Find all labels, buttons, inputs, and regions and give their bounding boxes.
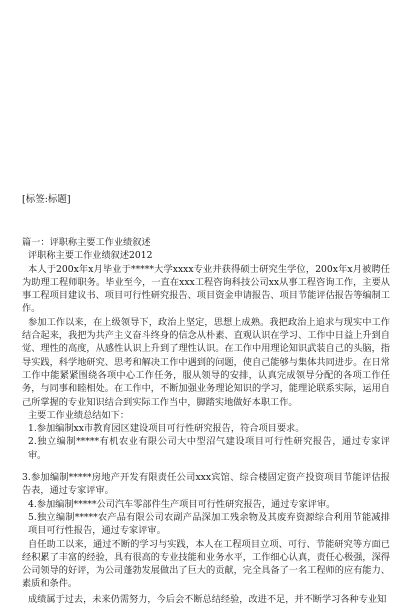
- section-heading: 篇一：评职称主要工作业绩叙述: [22, 237, 151, 248]
- achievement-item-2: 2.独立编制*****有机农业有限公司大中型沼气建设项目可行性研究报告，通过专家评审。: [28, 436, 390, 461]
- closing-paragraph: 成绩属于过去，未来仍需努力，今后会不断总结经验，改进不足，并不断学习各种专业知: [28, 593, 387, 605]
- self-assessment-paragraph: 自任助工以来，通过不断的学习与实践，本人在工程项目立项、可行、节能研究等方面已经积累了丰富的经验，具有很高的专业技能和业务水平，工作细心认真，责任心极强，深得公司领导的好评，为公司蓬勃发展做出了巨大的贡献，完全具备了一名工程师的应有能力、素质和条件。: [22, 538, 390, 590]
- tag-label: [标签:标题]: [22, 194, 71, 205]
- intro-paragraph: 本人于200x年x月毕业于*****大学xxxx专业并获得硕士研究生学位，200x年x月被聘任为助理工程师职务。毕业至今，一直在xxx工程咨询科技公司xx从事工程咨询工作，主要从事工程项目建议书、项目可行性研究报告、项目资金申请报告、项目节能评估报告等编制工作。: [22, 263, 390, 315]
- work-paragraph: 参加工作以来，在上级领导下，政治上坚定，思想上成熟。我把政治上追求与现实中工作结合起来，我把为共产主义奋斗终身的信念从朴素、直观认识在学习、工作中日益上升到自觉、理性的高度，从感性认识上升到了理性认识。在工作中用理论知识武装自己的头脑，指导实践，科学地研究、思考和解决工作中遇到的问题，使自己能够与集体共同进步。在日常工作中能紧紧围绕各项中心工作任务，服从领导的安排，认真完成领导分配的各项工作任务，与同事和睦相处。在工作中，不断加强业务理论知识的学习，能理论联系实际，运用自己所掌握的专业知识结合到实际工作当中，脚踏实地做好本职工作。: [22, 316, 390, 408]
- achievement-item-4: 4.参加编制*****公司汽车零部件生产项目可行性研究报告，通过专家评审。: [28, 498, 336, 510]
- achievement-item-1: 1.参加编制xx市教育园区建设项目可行性研究报告，符合项目要求。: [28, 423, 305, 435]
- summary-label: 主要工作业绩总结如下：: [28, 409, 130, 421]
- article-body: [22, 236, 390, 606]
- article-subtitle: 评职称主要工作业绩叙述2012: [28, 250, 153, 262]
- achievement-item-3: 3.参加编制*****房地产开发有限责任公司xxx宾馆、综合楼固定资产投资项目节能评估报告表，通过专家评审。: [22, 472, 390, 497]
- achievement-item-5: 5.独立编制*****农产品有限公司农副产品深加工残余物及其废弃资源综合利用节能减排项目可行性报告，通过专家评审。: [28, 511, 390, 537]
